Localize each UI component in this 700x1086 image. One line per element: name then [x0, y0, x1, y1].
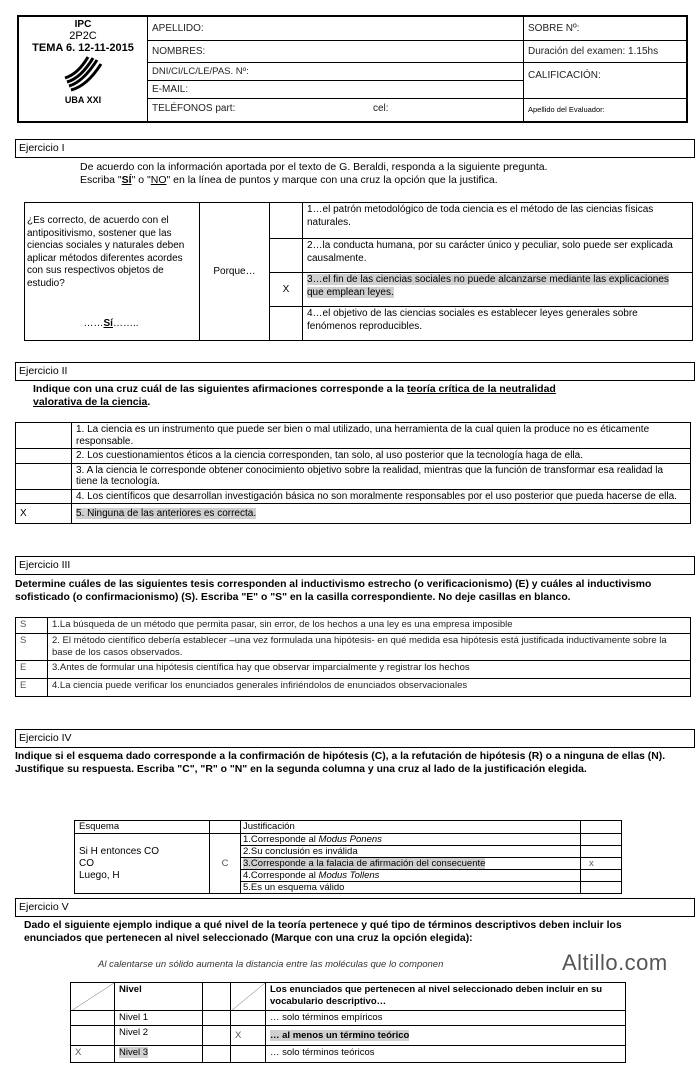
apellido-field[interactable]: APELLIDO:	[148, 17, 523, 41]
ej1-mark-2[interactable]	[270, 239, 303, 273]
ej2-row-4: 4. Los científicos que desarrollan investigación básica no son moralmente responsables por el uso posterior que pueda hacerse de ella.	[72, 489, 691, 504]
ej4-mark-1[interactable]	[581, 834, 622, 846]
ej2-row-2: 2. Los cuestionamientos éticos a la ciencia corresponden, tan solo, al uso posterior que la tecnología haga de ella.	[72, 449, 691, 464]
ej4-justif-4: 4.Corresponde al Modus Tollens	[241, 870, 581, 882]
header-middle	[148, 17, 524, 121]
ej4-title: Ejercicio IV	[15, 729, 695, 748]
ej2-title: Ejercicio II	[15, 362, 695, 381]
header-left	[19, 17, 148, 121]
ej1-option-1: 1…el patrón metodológico de toda ciencia es el método de las ciencias físicas naturales.	[303, 203, 693, 239]
ej5-mark1-1[interactable]	[71, 1011, 115, 1026]
sobre-field[interactable]: SOBRE Nº:	[524, 17, 686, 41]
ej4-instructions: Indique si el esquema dado corresponde a la confirmación de hipótesis (C), a la refutación de hipótesis (R) o a ninguna de ellas (N). Justifique su respuesta. Escriba "C", "R" o "N" en la segunda columna y una cruz al lado de la justificación elegida.	[15, 751, 666, 775]
ipc-label: IPC	[74, 19, 92, 30]
ej4-scheme-line2: CO	[79, 857, 94, 869]
email-field[interactable]: E-MAIL:	[148, 81, 523, 99]
ej2-mark-4[interactable]	[16, 489, 72, 504]
ej3-title: Ejercicio III	[15, 556, 695, 575]
ej5-mark2-2[interactable]: X	[231, 1026, 266, 1046]
ej5-text-2: … al menos un término teórico	[266, 1026, 626, 1046]
ej5-mark1-2[interactable]	[71, 1026, 115, 1046]
ej4-answer[interactable]: C	[210, 834, 241, 894]
ej4-mark-4[interactable]	[581, 870, 622, 882]
ej4-mark-3[interactable]: x	[581, 858, 622, 870]
ej5-nivel-1: Nivel 1	[115, 1011, 203, 1026]
ej4-scheme-line3: Luego, H	[79, 869, 120, 881]
ej5-gap-3	[203, 1046, 231, 1063]
ej3-mark-1[interactable]: S	[16, 618, 48, 634]
ej5-gap-head	[203, 983, 231, 1011]
ej1-title: Ejercicio I	[15, 139, 695, 158]
uba-logo-text: UBA XXI	[64, 95, 102, 105]
tema-label: TEMA 6. 12-11-2015	[32, 42, 134, 54]
ej1-question: ¿Es correcto, de acuerdo con el antipositivismo, sostener que las ciencias sociales y naturales deben aplicar métodos diferentes acordes con sus respectivos objetos de estudio?	[27, 215, 185, 289]
ej5-mark2-1[interactable]	[231, 1011, 266, 1026]
ej1-table	[24, 202, 693, 341]
ej5-nivel-2: Nivel 2	[115, 1026, 203, 1046]
ej4-justif-5: 5.Es un esquema válido	[241, 882, 581, 894]
ej1-answer[interactable]: ……Sí……..	[83, 318, 139, 329]
ej3-instructions: Determine cuáles de las siguientes tesis corresponden al inductivismo estrecho (o verificacionismo) (E) y cuáles al inductivismo sofisticado (o confirmacionismo) (S). Escriba "E" o "S" en la casilla correspondiente. No deje casillas en blanco.	[15, 579, 652, 603]
ej2-row-1: 1. La ciencia es un instrumento que puede ser bien o mal utilizado, una herramienta de la cual quien la produce no es éticamente responsable.	[72, 423, 691, 449]
ej5-col-enunciados: Los enunciados que pertenecen al nivel seleccionado deben incluir en su vocabulario descriptivo…	[266, 983, 626, 1011]
ej2-mark-3[interactable]	[16, 463, 72, 489]
telefonos-label: TELÉFONOS part:	[152, 103, 236, 114]
ej5-text-3: … solo términos teóricos	[266, 1046, 626, 1063]
ej5-mark1-3[interactable]: X	[71, 1046, 115, 1063]
nombres-field[interactable]: NOMBRES:	[148, 41, 523, 63]
ej2-row-3: 3. A la ciencia le corresponde obtener conocimiento objetivo sobre la realidad, mientras que la función de transformar esa realidad la tiene la tecnología.	[72, 463, 691, 489]
ej4-justif-1: 1.Corresponde al Modus Ponens	[241, 834, 581, 846]
ej4-table	[74, 820, 622, 894]
ej4-col-answer	[210, 821, 241, 834]
ej5-mark2-3[interactable]	[231, 1046, 266, 1063]
exam-header	[17, 15, 688, 123]
ej2-mark-1[interactable]	[16, 423, 72, 449]
ej2-row-5: 5. Ninguna de las anteriores es correcta.	[72, 504, 691, 524]
ej5-nivel-3: Nivel 3	[115, 1046, 203, 1063]
ej1-instructions	[80, 161, 680, 187]
dni-field[interactable]: DNI/CI/LC/LE/PAS. Nº:	[148, 63, 523, 81]
ej3-row-2: 2. El método científico debería establecer –una vez formulada una hipótesis- en qué medida esa hipótesis está justificada inductivamente sobre la base de los casos observados.	[48, 634, 691, 661]
ej1-option-4: 4…el objetivo de las ciencias sociales es establecer leyes generales sobre fenómenos reproducibles.	[303, 307, 693, 341]
ej5-corner-1	[71, 983, 115, 1011]
ej4-scheme	[75, 834, 210, 894]
ej3-row-1: 1.La búsqueda de un método que permita pasar, sin error, de los hechos a una ley es una empresa imposible	[48, 618, 691, 634]
cel-label: cel:	[373, 103, 389, 114]
diagonal-line-icon	[231, 983, 265, 1011]
uba-logo-icon	[63, 56, 103, 92]
ej5-gap-2	[203, 1026, 231, 1046]
ej3-table	[15, 617, 691, 697]
ej4-justif-3: 3.Corresponde a la falacia de afirmación del consecuente	[241, 858, 581, 870]
ej1-instr-line2: Escriba "SÍ" o "NO" en la línea de puntos y marque con una cruz la opción que la justifica.	[80, 174, 498, 186]
ej1-mark-1[interactable]	[270, 203, 303, 239]
ej2-mark-5[interactable]: X	[16, 504, 72, 524]
diagonal-line-icon	[71, 983, 114, 1011]
ej1-option-2: 2…la conducta humana, por su carácter único y peculiar, solo puede ser explicada causalmente.	[303, 239, 693, 273]
ej5-instructions: Dado el siguiente ejemplo indique a qué nivel de la teoría pertenece y qué tipo de términos descriptivos deben incluir los enunciados que pertenecen al nivel seleccionado (Marque con una cruz la opción elegida):	[24, 920, 622, 944]
ej4-justif-2: 2.Su conclusión es inválida	[241, 846, 581, 858]
evaluador-field[interactable]: Apellido del Evaluador:	[528, 105, 605, 114]
ej4-col-esquema: Esquema	[75, 821, 210, 834]
ej4-scheme-line1: Si H entonces CO	[79, 845, 160, 857]
ej1-option-3: 3…el fin de las ciencias sociales no puede alcanzarse mediante las explicaciones que emplean leyes.	[303, 273, 693, 307]
ej3-mark-4[interactable]: E	[16, 679, 48, 697]
ej3-row-3: 3.Antes de formular una hipótesis científica hay que observar imparcialmente y registrar los hechos	[48, 661, 691, 679]
ej5-title: Ejercicio V	[15, 898, 695, 917]
ej1-porque: Porque…	[200, 203, 270, 341]
ej1-mark-3[interactable]: X	[270, 273, 303, 307]
altillo-watermark: Altillo.com	[562, 950, 668, 975]
ej5-table	[70, 982, 626, 1063]
code-label: 2P2C	[69, 30, 97, 42]
ej5-text-1: … solo términos empíricos	[266, 1011, 626, 1026]
telefonos-field[interactable]	[148, 99, 523, 119]
ej4-mark-5[interactable]	[581, 882, 622, 894]
duracion-label: Duración del examen: 1.15hs	[524, 41, 686, 63]
ej2-mark-2[interactable]	[16, 449, 72, 464]
ej4-mark-2[interactable]	[581, 846, 622, 858]
ej3-row-4: 4.La ciencia puede verificar los enunciados generales infiriéndolos de enunciados observacionales	[48, 679, 691, 697]
ej5-corner-2	[231, 983, 266, 1011]
calificacion-field[interactable]: CALIFICACIÓN:	[524, 63, 686, 99]
ej2-table	[15, 422, 691, 524]
ej5-col-nivel: Nivel	[115, 983, 203, 1011]
ej4-col-justif: Justificación	[241, 821, 581, 834]
ej4-col-mark	[581, 821, 622, 834]
ej2-instructions: Indique con una cruz cuál de las siguientes afirmaciones corresponde a la teoría crítica de la neutralidad valorativa de la ciencia.	[33, 383, 556, 408]
ej1-instr-line1: De acuerdo con la información aportada por el texto de G. Beraldi, responda a la siguiente pregunta.	[80, 161, 548, 173]
ej1-question-cell	[25, 203, 200, 341]
ej3-mark-3[interactable]: E	[16, 661, 48, 679]
ej3-mark-2[interactable]: S	[16, 634, 48, 661]
ej5-gap-1	[203, 1011, 231, 1026]
ej1-mark-4[interactable]	[270, 307, 303, 341]
ej5-example: Al calentarse un sólido aumenta la distancia entre las moléculas que lo componen	[98, 959, 444, 970]
header-right	[524, 17, 686, 121]
